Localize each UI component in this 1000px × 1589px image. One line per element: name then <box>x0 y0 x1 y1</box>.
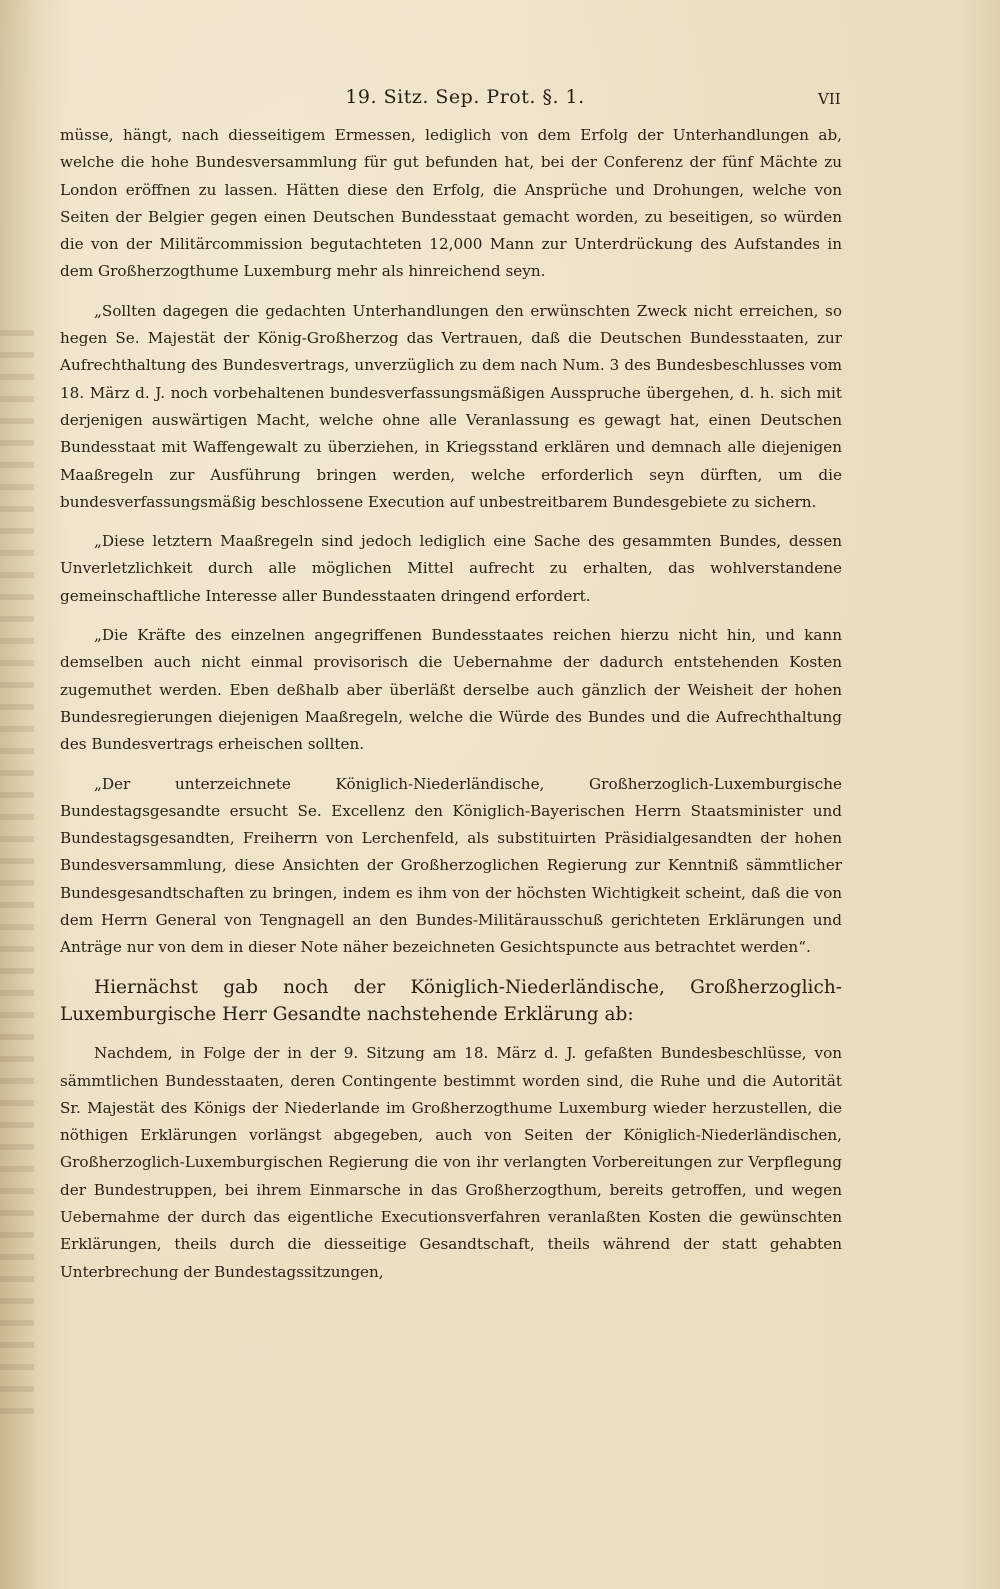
paragraph-6: Hiernächst gab noch der Königlich-Niederländische, Großherzoglich-Luxemburgische Herr Gesandte nachstehende Erklärung ab: <box>60 976 842 1025</box>
paragraph-4: „Die Kräfte des einzelnen angegriffenen Bundesstaates reichen hierzu nicht hin, und kann demselben auch nicht einmal provisorisch die Uebernahme der dadurch entstehenden Kosten zugemuthet werden. Eben deßhalb aber überläßt derselbe auch gänzlich der Weisheit der hohen Bundesregierungen diejenigen Maaßregeln, welche die Würde des Bundes und die Aufrechthaltung des Bundesvertrags erheischen sollten. <box>60 626 842 754</box>
paragraph-1: müsse, hängt, nach diesseitigem Ermessen, lediglich von dem Erfolg der Unterhandlungen ab, welche die hohe Bundesversammlung für gut befunden hat, bei der Conferenz der fünf Mächte zu London eröffnen zu lassen. Hätten diese den Erfolg, die Ansprüche und Drohungen, welche von Seiten der Belgier gegen einen Deutschen Bundesstaat gemacht worden, zu beseitigen, so würden die von der Militärcommission begutachteten 12,000 Mann zur Unterdrückung des Aufstandes in dem Großherzogthume Luxemburg mehr als hinreichend seyn. <box>60 126 842 281</box>
paragraph-5: „Der unterzeichnete Königlich-Niederländische, Großherzoglich-Luxemburgische Bundestagsgesandte ersucht Se. Excellenz den Königlich-Bayerischen Herrn Staatsminister und Bundestagsgesandten, Freiherrn von Lerchenfeld, als substituirten Präsidialgesandten der hohen Bundesversammlung, diese Ansichten der Großherzoglichen Regierung zur Kenntniß sämmtlicher Bundesgesandtschaften zu bringen, indem es ihm von der höchsten Wichtigkeit scheint, daß die von dem Herrn General von Tengnagell an den Bundes-Militärausschuß gerichteten Erklärungen und Anträge nur von dem in dieser Note näher bezeichneten Gesichtspuncte aus betrachtet werden“. <box>60 774 842 957</box>
paragraph-2: „Sollten dagegen die gedachten Unterhandlungen den erwünschten Zweck nicht erreichen, so hegen Se. Majestät der König-Großherzog das Vertrauen, daß die Deutschen Bundesstaaten, zur Aufrechthaltung des Bundesvertrags, unverzüglich zu dem nach Num. 3 des Bundesbeschlusses vom 18. März d. J. noch vorbehaltenen bundesverfassungsmäßigen Ausspruche übergehen, d. h. sich mit derjenigen auswärtigen Macht, welche ohne alle Veranlassung es gewagt hat, einen Deutschen Bundesstaat mit Waffengewalt zu überziehen, in Kriegsstand erklären und demnach alle diejenigen Maaßregeln zur Ausführung bringen werden, welche erforderlich seyn dürften, um die bundesverfassungsmäßig beschlossene Execution auf unbestreitbarem Bundesgebiete zu sichern. <box>60 301 842 511</box>
running-header: 19. Sitz. Sep. Prot. §. 1. <box>345 86 585 108</box>
page-number: VII <box>818 90 841 108</box>
paragraph-3: „Diese letztern Maaßregeln sind jedoch lediglich eine Sache des gesammten Bundes, dessen Unverletzlichkeit durch alle möglichen Mittel aufrecht zu erhalten, das wohlverstandene gemeinschaftliche Interesse aller Bundesstaaten dringend erfordert. <box>60 532 842 605</box>
paragraph-7: Nachdem, in Folge der in der 9. Sitzung am 18. März d. J. gefaßten Bundesbeschlüsse, von sämmtlichen Bundesstaaten, deren Contingente bestimmt worden sind, die Ruhe und die Autorität Sr. Majestät des Königs der Niederlande im Großherzogthume Luxemburg wieder herzustellen, die nöthigen Erklärungen vorlängst abgegeben, auch von Seiten der Königlich-Niederländischen, Großherzoglich-Luxemburgischen Regierung die von ihr verlangten Vorbereitungen zur Verpflegung der Bundestruppen, bei ihrem Einmarsche in das Großherzogthum, bereits getroffen, und wegen Uebernahme der durch das eigentliche Executionsverfahren veranlaßten Kosten die gewünschten Erklärungen, theils durch die diesseitige Gesandtschaft, theils während der statt gehabten Unterbrechung der Bundestagssitzungen, <box>60 1044 842 1281</box>
page-body <box>60 122 842 1298</box>
binding-bleed-through <box>0 330 34 1430</box>
